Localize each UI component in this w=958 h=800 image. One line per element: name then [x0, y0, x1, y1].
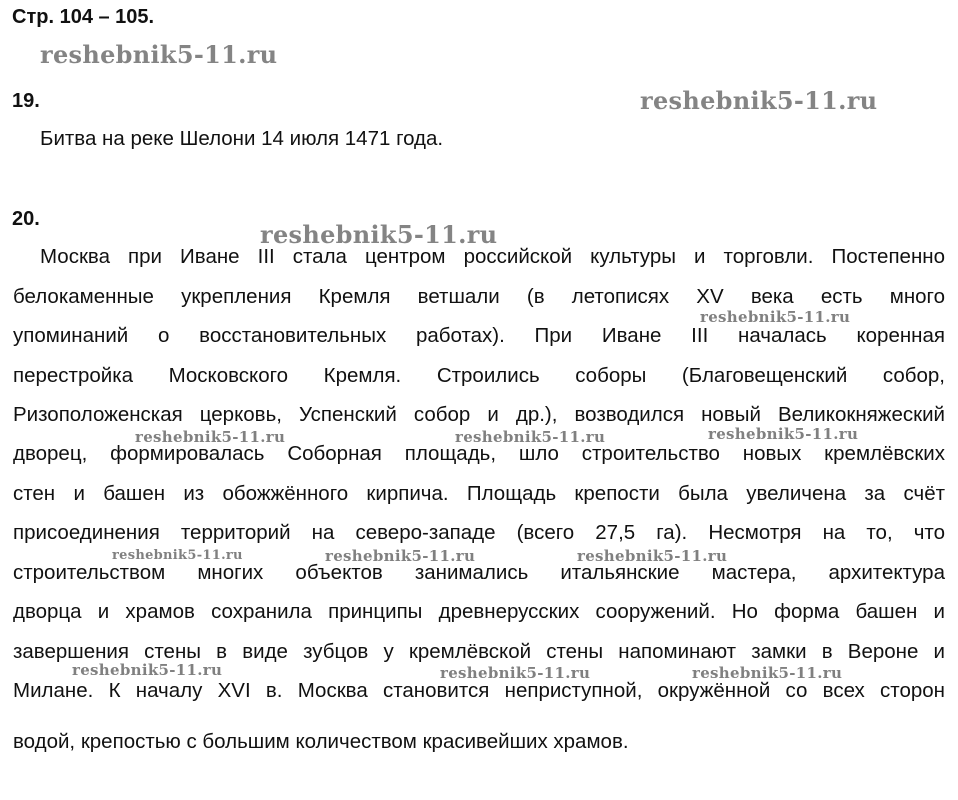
watermark: reshebnik5-11.ru — [135, 428, 286, 446]
question-20-line: Милане. К началу XVI в. Москва становится неприступной, окружённой со всех сторон — [13, 679, 945, 702]
question-20-line: стен и башен из обожжённого кирпича. Площадь крепости была увеличена за счёт — [13, 482, 945, 505]
question-19-answer: Битва на реке Шелони 14 июля 1471 года. — [40, 127, 444, 150]
watermark: reshebnik5-11.ru — [577, 547, 728, 565]
question-20-line: водой, крепостью с большим количеством красивейших храмов. — [13, 730, 629, 753]
watermark: reshebnik5-11.ru — [455, 428, 606, 446]
watermark: reshebnik5-11.ru — [112, 548, 243, 563]
question-20-line: дворца и храмов сохранила принципы древнерусских сооружений. Но форма башен и — [13, 600, 945, 623]
watermark: reshebnik5-11.ru — [640, 86, 878, 115]
question-19-number: 19. — [12, 90, 40, 112]
watermark: reshebnik5-11.ru — [260, 220, 498, 249]
question-20-line: строительством многих объектов занимались итальянские мастера, архитектура — [13, 561, 945, 584]
watermark: reshebnik5-11.ru — [692, 664, 843, 682]
watermark: reshebnik5-11.ru — [440, 664, 591, 682]
question-20-line: присоединения территорий на северо-западе (всего 27,5 га). Несмотря на то, что — [13, 521, 945, 544]
question-20-line: завершения стены в виде зубцов у кремлёвской стены напоминают замки в Вероне и — [13, 640, 945, 663]
watermark: reshebnik5-11.ru — [40, 40, 278, 69]
question-20-line: перестройка Московского Кремля. Строились соборы (Благовещенский собор, — [13, 364, 945, 387]
question-20-line: Москва при Иване III стала центром российской культуры и торговли. Постепенно — [40, 245, 945, 268]
page-range-heading: Стр. 104 – 105. — [12, 6, 155, 28]
watermark: reshebnik5-11.ru — [708, 425, 859, 443]
question-20-line: Ризоположенская церковь, Успенский собор и др.), возводился новый Великокняжеский — [13, 403, 945, 426]
question-20-line: дворец, формировалась Соборная площадь, шло строительство новых кремлёвских — [13, 442, 945, 465]
watermark: reshebnik5-11.ru — [72, 661, 223, 679]
question-20-line: упоминаний о восстановительных работах). При Иване III началась коренная — [13, 324, 945, 347]
watermark: reshebnik5-11.ru — [700, 308, 851, 326]
watermark: reshebnik5-11.ru — [325, 547, 476, 565]
question-20-number: 20. — [12, 208, 40, 230]
question-20-line: белокаменные укрепления Кремля ветшали (в летописях XV века есть много — [13, 285, 945, 308]
